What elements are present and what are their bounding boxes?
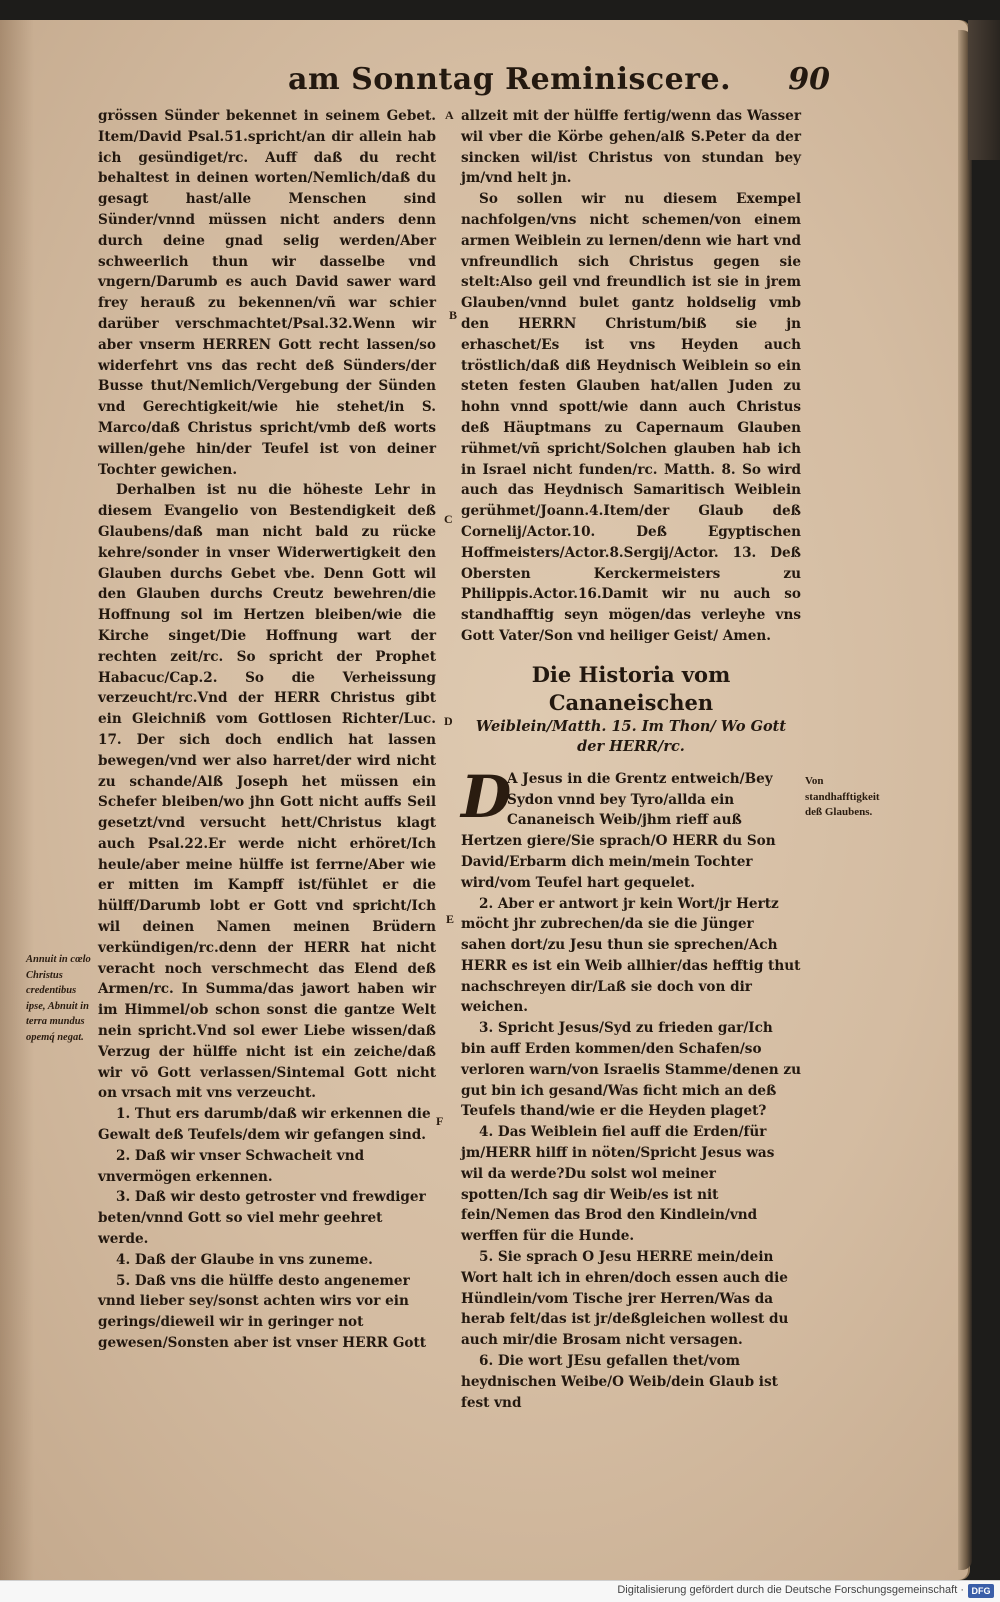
numbered-item-4: 4. Daß der Glaube in vns zuneme. — [116, 1251, 373, 1268]
section-mark-e: E — [446, 912, 455, 926]
section-mark-a: A — [445, 108, 454, 122]
section-mark-d: D — [444, 714, 453, 728]
right-paragraph-1: allzeit mit der hülffe fertig/wenn das Wasser wil vber die Körbe gehen/alß S.Peter da der sincken wil/ist Christus von stundan bey jm/vnd helt jn. — [461, 108, 801, 187]
left-paragraph-1: grössen Sünder bekennet in seinem Gebet. Item/David Psal.51.spricht/an dir allein hab ich gesündiget/rc. Auff daß du recht behaltest in deinen worten/Nemlich/daß du gesagt hast/alle Menschen sind Sünder/vnnd müssen nicht anders denn durch deine gnad selig werden/Aber schweerlich thun wir dasselbe vnd vngern/Darumb es auch David sawer ward frey herauß zu bekennen/vñ war schier darüber verschmachtet/Psal.32.Wenn wir aber vnserm HERREN Gott recht lassen/so widerfehrt vns das recht deß Sünders/der Busse thut/Nemlich/Vergebung der Sünden vnd Gerechtigkeit/wie hie stehet/in S. Marco/daß Christus spricht/vmb deß worts willen/gehe hin/der Teufel ist von deiner Tochter gewichen. — [98, 108, 436, 478]
numbered-item-1: 1. Thut ers darumb/daß wir erkennen die Gewalt deß Teufels/dem wir gefangen sind. — [98, 1106, 431, 1144]
running-title: am Sonntag Reminiscere. — [288, 62, 732, 97]
margin-note-steadfastness: Von standhafftigkeit deß Glaubens. — [805, 775, 880, 818]
section-mark-f: F — [436, 1114, 444, 1128]
hymn-verse-2: 2. Aber er antwort jr kein Wort/jr Hertz möcht jhr zubrechen/da sie die Jünger sahen dort/zu Jesu thun sie sprechen/Ach HERR es ist ein Weib allhier/das hefftig thut nachschreyen dir/Laß sie doch von dir weichen. — [461, 895, 801, 1016]
section-mark-b: B — [449, 308, 458, 322]
hymn-verse-1 — [461, 762, 801, 894]
side-tab — [968, 20, 1000, 160]
digitization-footer — [0, 1580, 1000, 1602]
hymn-verse-4: 4. Das Weiblein fiel auff die Erden/für jm/HERR hilff in nöten/Spricht Jesus was wil da werde?Du solst wol meiner spotten/Ich sag dir Weib/es ist nit fein/Nemen das Brod den Kindlein/vnd werffen für die Hunde. — [461, 1124, 775, 1245]
numbered-item-3: 3. Daß wir desto getroster vnd frewdiger beten/vnnd Gott so viel mehr geehret werde. — [98, 1189, 426, 1248]
dropcap-letter: D — [461, 762, 512, 831]
left-column — [98, 106, 436, 1354]
right-paragraph-2: So sollen wir nu diesem Exempel nachfolgen/vns nicht schemen/von einem armen Weiblein zu lernen/denn wie hart vnd vnfreundlich sich Christus gegen sie stelt:Also geil vnd freundlich ist sie in jrem Glauben/vnnd bulet gantz holdselig vmb den HERRN Christum/biß sie jn erhaschet/Es ist vns Heyden auch tröstlich/daß diß Heydnisch Weiblein so ein steten festen Glauben hat/allen Juden zu hohn vnnd spott/wie dann auch Christus deß Häuptmans zu Capernaum Glauben rühmet/vñ spricht/Solchen glauben hab ich in Israel nicht funden/rc. Matth. 8. So wird auch das Heydnisch Samaritisch Weiblein gerühmet/Joann.4.Item/der Glaub deß Cornelij/Actor.10. Deß Egyptischen Hoffmeisters/Actor.8.Sergij/Actor. 13. Deß Obersten Kerckermeisters zu Philippis.Actor.16.Damit wir nu auch so standhafftig seyn mögen/das verleyhe vns Gott Vater/Son vnd heiliger Geist/ Amen. — [461, 191, 801, 644]
hymn-verse-3: 3. Spricht Jesus/Syd zu frieden gar/Ich bin auff Erden kommen/den Schafen/so verloren warn/von Israelis Stamme/denen zu gut bin ich gesand/Was ficht mich an deß Teufels thand/wie er die Heyden plaget? — [461, 1020, 802, 1120]
page-edge — [958, 30, 972, 1570]
right-column — [461, 106, 801, 1413]
hymn-verse-5: 5. Sie sprach O Jesu HERRE mein/dein Wort halt ich in ehren/doch essen auch die Hündlein/vom Tische jrer Herren/Was da herab felt/das ist jr/deßgleichen wollest du auch mir/die Brosam nicht versagen. — [461, 1249, 789, 1349]
section-subtitle: Weiblein/Matth. 15. Im Thon/ Wo Gott der HERR/rc. — [475, 717, 787, 755]
section-mark-c: C — [444, 512, 453, 526]
left-paragraph-2: Derhalben ist nu die höheste Lehr in diesem Evangelio von Bestendigkeit deß Glaubens/daß man nicht bald zu rücke kehre/sonder in vnser Widerwertigkeit den Glauben durchs Gebet vbe. Denn Gott wil den Glauben durchs Creutz bewehren/die Hoffnung sol im Hertzen bleiben/wie die Kirche singet/Die Hoffnung wart der rechten zeit/rc. So spricht der Prophet Habacuc/Cap.2. So die Verheissung verzeucht/rc.Vnd der HERR Christus gibt ein Gleichniß vom Gottlosen Richter/Luc. 17. Der sich doch endlich hat lassen bewegen/vnd wer also harret/der wird nicht zu schande/Alß Joseph het müssen ein Schefer bleiben/wo jhn Gott nicht auffs Seil gesetzt/vnd versucht hett/Christus klagt auch Psal.22.Er werde nicht erhöret/Ich heule/aber meine hülffe ist ferrne/Aber wie er mitten im Kampff ist/fühlet er die hülff/Darumb lobt er Gott vnd spricht/Ich wil deinen Namen meinen Brüdern verkündigen/rc.denn der HERR hat nicht veracht noch verschmecht das Elend deß Armen/rc. In Summa/das jawort haben wir im Himmel/ob schon sonst die gantze Welt nein spricht.Vnd sol ewer Liebe wissen/daß Verzug der hülffe nicht ist ein zeiche/daß wir vō Gott verlassen/Sintemal Gott nicht on vrsach mit vns verzeucht. — [98, 482, 436, 1102]
verse-1-text: A Jesus in die Grentz entweich/Bey Sydon vnnd bey Tyro/allda ein Cananeisch Weib/jhm rieff auß Hertzen giere/Sie sprach/O HERR du Son David/Erbarm dich mein/mein Tochter wird/vom Teufel hart gequelet. — [461, 770, 776, 891]
numbered-item-2: 2. Daß wir vnser Schwacheit vnd vnvermögen erkennen. — [98, 1147, 365, 1185]
section-heading — [461, 661, 801, 757]
section-title: Die Historia vom Cananeischen — [531, 661, 731, 715]
dfg-logo-icon: DFG — [968, 1584, 994, 1598]
footer-credit: Digitalisierung gefördert durch die Deutsche Forschungsgemeinschaft · — [617, 1584, 964, 1596]
numbered-item-5: 5. Daß vns die hülffe desto angenemer vnnd lieber sey/sonst achten wirs vor ein gerings/dieweil wir in geringer not gewesen/Sonsten aber ist vnser HERR Gott — [98, 1272, 427, 1352]
margin-note-latin: Annuit in cœlo Christus credentibus ipse, Abnuit in terra mundus opemq́ negat. — [26, 954, 91, 1043]
folio-number: 90 — [788, 62, 830, 97]
hymn-verse-6: 6. Die wort JEsu gefallen thet/vom heydnischen Weibe/O Weib/dein Glaub ist fest vnd — [461, 1353, 778, 1411]
